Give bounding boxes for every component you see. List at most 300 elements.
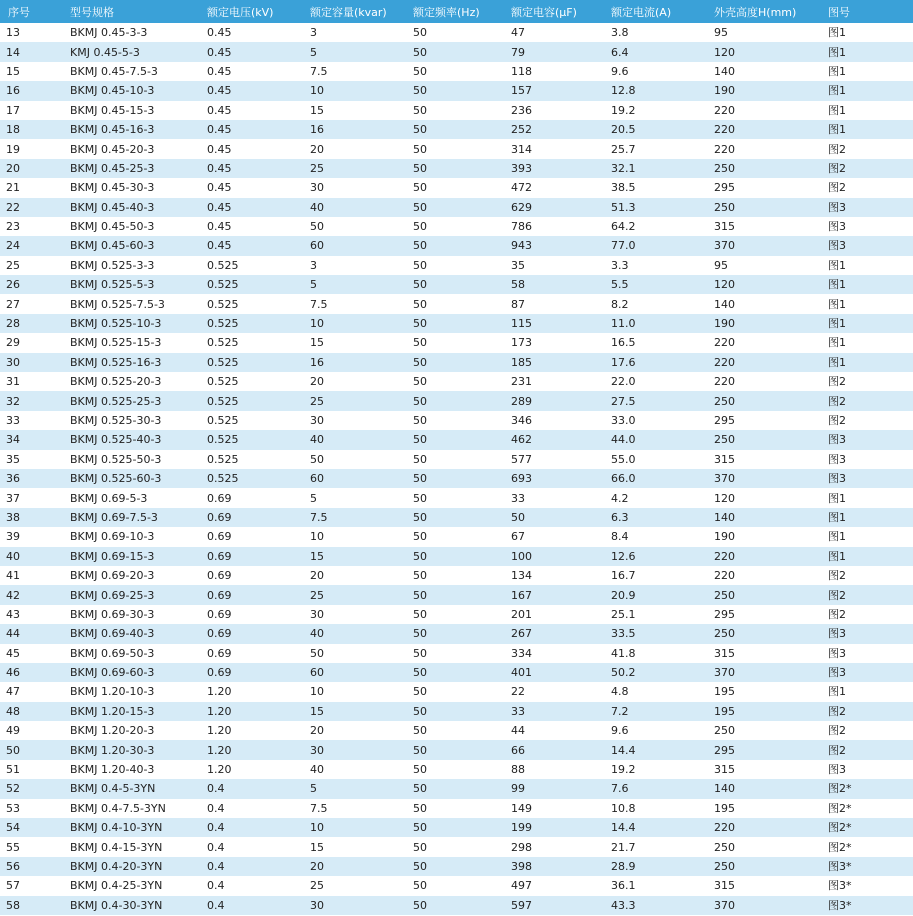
cell-current: 10.8	[603, 799, 706, 818]
cell-index: 44	[0, 624, 62, 643]
cell-model: BKMJ 0.69-7.5-3	[62, 508, 199, 527]
cell-model: BKMJ 0.4-7.5-3YN	[62, 799, 199, 818]
cell-index: 49	[0, 721, 62, 740]
cell-voltage: 0.525	[199, 411, 302, 430]
cell-capacity: 5	[302, 275, 405, 294]
cell-height: 190	[706, 81, 820, 100]
cell-capacity: 40	[302, 198, 405, 217]
table-row	[0, 508, 913, 527]
table-row	[0, 799, 913, 818]
cell-index: 21	[0, 178, 62, 197]
cell-frequency: 50	[405, 566, 503, 585]
header-current: 额定电流(A)	[603, 0, 706, 23]
cell-voltage: 0.45	[199, 120, 302, 139]
cell-figure: 图2	[820, 178, 913, 197]
cell-height: 315	[706, 217, 820, 236]
cell-capacitance: 173	[503, 333, 603, 352]
header-height: 外壳高度H(mm)	[706, 0, 820, 23]
cell-voltage: 0.525	[199, 469, 302, 488]
cell-model: BKMJ 0.45-15-3	[62, 101, 199, 120]
cell-model: BKMJ 0.4-10-3YN	[62, 818, 199, 837]
cell-model: BKMJ 0.45-50-3	[62, 217, 199, 236]
cell-frequency: 50	[405, 585, 503, 604]
table-row	[0, 275, 913, 294]
cell-height: 370	[706, 236, 820, 255]
table-row	[0, 42, 913, 61]
table-row	[0, 740, 913, 759]
cell-voltage: 0.4	[199, 818, 302, 837]
cell-voltage: 0.45	[199, 101, 302, 120]
cell-current: 21.7	[603, 837, 706, 856]
cell-model: BKMJ 0.45-25-3	[62, 159, 199, 178]
cell-index: 30	[0, 353, 62, 372]
cell-voltage: 0.525	[199, 294, 302, 313]
cell-voltage: 0.45	[199, 159, 302, 178]
cell-frequency: 50	[405, 236, 503, 255]
cell-capacity: 20	[302, 372, 405, 391]
cell-frequency: 50	[405, 62, 503, 81]
cell-figure: 图1	[820, 23, 913, 42]
cell-voltage: 0.45	[199, 217, 302, 236]
cell-figure: 图2	[820, 566, 913, 585]
cell-model: BKMJ 0.4-30-3YN	[62, 896, 199, 915]
table-row	[0, 547, 913, 566]
header-model: 型号规格	[62, 0, 199, 23]
cell-figure: 图1	[820, 256, 913, 275]
cell-current: 4.2	[603, 488, 706, 507]
cell-capacitance: 67	[503, 527, 603, 546]
cell-figure: 图2	[820, 702, 913, 721]
cell-capacity: 50	[302, 644, 405, 663]
table-row	[0, 178, 913, 197]
cell-capacitance: 346	[503, 411, 603, 430]
cell-capacity: 50	[302, 217, 405, 236]
cell-capacitance: 298	[503, 837, 603, 856]
cell-current: 66.0	[603, 469, 706, 488]
cell-capacity: 30	[302, 740, 405, 759]
cell-frequency: 50	[405, 275, 503, 294]
cell-figure: 图1	[820, 120, 913, 139]
cell-current: 3.8	[603, 23, 706, 42]
cell-index: 35	[0, 450, 62, 469]
cell-capacitance: 100	[503, 547, 603, 566]
cell-voltage: 0.45	[199, 139, 302, 158]
cell-current: 44.0	[603, 430, 706, 449]
cell-index: 54	[0, 818, 62, 837]
cell-model: BKMJ 0.525-5-3	[62, 275, 199, 294]
cell-capacity: 15	[302, 702, 405, 721]
cell-model: BKMJ 0.525-10-3	[62, 314, 199, 333]
cell-capacitance: 497	[503, 876, 603, 895]
header-index: 序号	[0, 0, 62, 23]
cell-current: 12.6	[603, 547, 706, 566]
cell-current: 14.4	[603, 740, 706, 759]
cell-capacity: 30	[302, 411, 405, 430]
cell-capacity: 20	[302, 566, 405, 585]
cell-voltage: 0.69	[199, 527, 302, 546]
cell-capacitance: 289	[503, 391, 603, 410]
table-row	[0, 101, 913, 120]
cell-current: 6.4	[603, 42, 706, 61]
cell-height: 250	[706, 721, 820, 740]
cell-frequency: 50	[405, 779, 503, 798]
table-row	[0, 256, 913, 275]
cell-model: BKMJ 0.525-40-3	[62, 430, 199, 449]
cell-voltage: 0.69	[199, 663, 302, 682]
cell-frequency: 50	[405, 663, 503, 682]
cell-height: 120	[706, 488, 820, 507]
cell-current: 12.8	[603, 81, 706, 100]
cell-height: 140	[706, 508, 820, 527]
cell-model: BKMJ 0.45-16-3	[62, 120, 199, 139]
cell-height: 250	[706, 837, 820, 856]
cell-capacity: 30	[302, 896, 405, 915]
cell-height: 220	[706, 818, 820, 837]
cell-voltage: 0.45	[199, 178, 302, 197]
cell-frequency: 50	[405, 353, 503, 372]
cell-height: 295	[706, 605, 820, 624]
cell-capacity: 40	[302, 760, 405, 779]
cell-height: 295	[706, 411, 820, 430]
cell-frequency: 50	[405, 120, 503, 139]
cell-height: 95	[706, 23, 820, 42]
cell-height: 250	[706, 585, 820, 604]
cell-capacitance: 33	[503, 702, 603, 721]
cell-frequency: 50	[405, 702, 503, 721]
cell-index: 32	[0, 391, 62, 410]
cell-index: 27	[0, 294, 62, 313]
cell-index: 20	[0, 159, 62, 178]
cell-current: 33.0	[603, 411, 706, 430]
table-row	[0, 62, 913, 81]
cell-figure: 图2	[820, 159, 913, 178]
cell-capacitance: 693	[503, 469, 603, 488]
cell-current: 51.3	[603, 198, 706, 217]
cell-capacitance: 267	[503, 624, 603, 643]
cell-capacitance: 167	[503, 585, 603, 604]
cell-figure: 图2*	[820, 818, 913, 837]
cell-height: 250	[706, 624, 820, 643]
cell-capacity: 10	[302, 527, 405, 546]
cell-index: 50	[0, 740, 62, 759]
cell-frequency: 50	[405, 644, 503, 663]
cell-voltage: 0.525	[199, 372, 302, 391]
cell-figure: 图2	[820, 391, 913, 410]
cell-figure: 图2	[820, 585, 913, 604]
cell-index: 26	[0, 275, 62, 294]
cell-capacitance: 118	[503, 62, 603, 81]
cell-index: 13	[0, 23, 62, 42]
cell-figure: 图2*	[820, 799, 913, 818]
cell-height: 190	[706, 527, 820, 546]
cell-model: BKMJ 0.69-50-3	[62, 644, 199, 663]
table-row	[0, 159, 913, 178]
cell-capacity: 10	[302, 81, 405, 100]
cell-capacity: 25	[302, 391, 405, 410]
cell-capacitance: 99	[503, 779, 603, 798]
cell-frequency: 50	[405, 217, 503, 236]
cell-figure: 图1	[820, 682, 913, 701]
table-row	[0, 896, 913, 915]
cell-current: 16.5	[603, 333, 706, 352]
cell-frequency: 50	[405, 81, 503, 100]
cell-voltage: 1.20	[199, 740, 302, 759]
cell-figure: 图2*	[820, 779, 913, 798]
cell-index: 17	[0, 101, 62, 120]
cell-index: 34	[0, 430, 62, 449]
cell-current: 64.2	[603, 217, 706, 236]
table-row	[0, 314, 913, 333]
cell-index: 25	[0, 256, 62, 275]
cell-capacity: 40	[302, 624, 405, 643]
cell-capacity: 16	[302, 120, 405, 139]
header-capacity: 额定容量(kvar)	[302, 0, 405, 23]
table-row	[0, 721, 913, 740]
cell-current: 33.5	[603, 624, 706, 643]
cell-height: 220	[706, 372, 820, 391]
cell-model: BKMJ 1.20-15-3	[62, 702, 199, 721]
cell-capacitance: 47	[503, 23, 603, 42]
cell-height: 295	[706, 740, 820, 759]
cell-voltage: 0.69	[199, 566, 302, 585]
cell-height: 195	[706, 799, 820, 818]
cell-capacity: 15	[302, 837, 405, 856]
table-row	[0, 236, 913, 255]
cell-figure: 图1	[820, 101, 913, 120]
cell-capacity: 20	[302, 139, 405, 158]
cell-voltage: 0.4	[199, 837, 302, 856]
cell-frequency: 50	[405, 547, 503, 566]
cell-frequency: 50	[405, 198, 503, 217]
table-body	[0, 23, 913, 915]
cell-model: BKMJ 1.20-30-3	[62, 740, 199, 759]
cell-voltage: 0.69	[199, 508, 302, 527]
cell-index: 40	[0, 547, 62, 566]
cell-index: 55	[0, 837, 62, 856]
cell-voltage: 0.525	[199, 275, 302, 294]
cell-frequency: 50	[405, 450, 503, 469]
cell-current: 36.1	[603, 876, 706, 895]
table-row	[0, 411, 913, 430]
cell-capacity: 15	[302, 101, 405, 120]
table-row	[0, 372, 913, 391]
cell-model: BKMJ 0.4-15-3YN	[62, 837, 199, 856]
cell-model: BKMJ 0.525-20-3	[62, 372, 199, 391]
cell-model: BKMJ 0.69-40-3	[62, 624, 199, 643]
cell-height: 370	[706, 663, 820, 682]
cell-model: BKMJ 0.45-40-3	[62, 198, 199, 217]
cell-current: 4.8	[603, 682, 706, 701]
cell-figure: 图2	[820, 740, 913, 759]
cell-capacitance: 314	[503, 139, 603, 158]
cell-capacitance: 66	[503, 740, 603, 759]
cell-capacitance: 185	[503, 353, 603, 372]
cell-index: 14	[0, 42, 62, 61]
cell-model: BKMJ 0.45-3-3	[62, 23, 199, 42]
cell-frequency: 50	[405, 740, 503, 759]
cell-current: 8.2	[603, 294, 706, 313]
cell-height: 220	[706, 120, 820, 139]
cell-model: BKMJ 1.20-20-3	[62, 721, 199, 740]
cell-capacity: 15	[302, 547, 405, 566]
cell-capacity: 10	[302, 682, 405, 701]
cell-capacitance: 231	[503, 372, 603, 391]
table-row	[0, 818, 913, 837]
cell-index: 37	[0, 488, 62, 507]
cell-height: 315	[706, 760, 820, 779]
cell-capacitance: 629	[503, 198, 603, 217]
cell-figure: 图3	[820, 217, 913, 236]
cell-capacitance: 157	[503, 81, 603, 100]
header-figure: 图号	[820, 0, 913, 23]
cell-voltage: 0.4	[199, 876, 302, 895]
cell-index: 38	[0, 508, 62, 527]
cell-voltage: 0.45	[199, 62, 302, 81]
cell-model: BKMJ 0.45-30-3	[62, 178, 199, 197]
table-row	[0, 779, 913, 798]
cell-height: 190	[706, 314, 820, 333]
cell-height: 220	[706, 333, 820, 352]
cell-capacitance: 462	[503, 430, 603, 449]
cell-index: 48	[0, 702, 62, 721]
cell-model: BKMJ 1.20-10-3	[62, 682, 199, 701]
cell-figure: 图2	[820, 139, 913, 158]
cell-figure: 图3	[820, 663, 913, 682]
cell-frequency: 50	[405, 799, 503, 818]
cell-frequency: 50	[405, 624, 503, 643]
cell-capacity: 5	[302, 779, 405, 798]
cell-frequency: 50	[405, 101, 503, 120]
cell-capacitance: 199	[503, 818, 603, 837]
table-row	[0, 837, 913, 856]
cell-frequency: 50	[405, 139, 503, 158]
cell-index: 28	[0, 314, 62, 333]
cell-index: 47	[0, 682, 62, 701]
cell-voltage: 0.525	[199, 391, 302, 410]
cell-model: BKMJ 0.45-10-3	[62, 81, 199, 100]
cell-model: BKMJ 0.45-7.5-3	[62, 62, 199, 81]
cell-current: 25.1	[603, 605, 706, 624]
table-row	[0, 430, 913, 449]
cell-index: 46	[0, 663, 62, 682]
table-row	[0, 469, 913, 488]
cell-frequency: 50	[405, 391, 503, 410]
cell-capacity: 30	[302, 178, 405, 197]
cell-capacity: 5	[302, 42, 405, 61]
cell-current: 32.1	[603, 159, 706, 178]
cell-index: 42	[0, 585, 62, 604]
cell-capacity: 10	[302, 818, 405, 837]
cell-height: 315	[706, 876, 820, 895]
cell-figure: 图3	[820, 624, 913, 643]
cell-model: BKMJ 0.69-5-3	[62, 488, 199, 507]
cell-voltage: 0.525	[199, 353, 302, 372]
cell-height: 370	[706, 469, 820, 488]
cell-model: BKMJ 0.525-15-3	[62, 333, 199, 352]
cell-current: 20.9	[603, 585, 706, 604]
cell-current: 27.5	[603, 391, 706, 410]
cell-frequency: 50	[405, 333, 503, 352]
cell-index: 45	[0, 644, 62, 663]
cell-voltage: 1.20	[199, 760, 302, 779]
table-row	[0, 294, 913, 313]
cell-index: 18	[0, 120, 62, 139]
cell-capacitance: 88	[503, 760, 603, 779]
cell-capacity: 5	[302, 488, 405, 507]
cell-capacity: 20	[302, 857, 405, 876]
cell-current: 22.0	[603, 372, 706, 391]
table-row	[0, 450, 913, 469]
cell-frequency: 50	[405, 818, 503, 837]
cell-height: 140	[706, 779, 820, 798]
cell-current: 19.2	[603, 760, 706, 779]
cell-figure: 图1	[820, 294, 913, 313]
cell-voltage: 0.69	[199, 585, 302, 604]
cell-model: BKMJ 0.45-20-3	[62, 139, 199, 158]
cell-frequency: 50	[405, 23, 503, 42]
cell-voltage: 0.45	[199, 236, 302, 255]
cell-figure: 图3	[820, 644, 913, 663]
cell-capacity: 25	[302, 876, 405, 895]
cell-height: 250	[706, 430, 820, 449]
cell-voltage: 0.4	[199, 779, 302, 798]
cell-height: 250	[706, 391, 820, 410]
cell-figure: 图2	[820, 411, 913, 430]
cell-height: 195	[706, 702, 820, 721]
cell-voltage: 0.45	[199, 198, 302, 217]
cell-capacity: 7.5	[302, 799, 405, 818]
cell-capacitance: 786	[503, 217, 603, 236]
table-row	[0, 23, 913, 42]
cell-voltage: 0.69	[199, 644, 302, 663]
cell-capacitance: 79	[503, 42, 603, 61]
table-row	[0, 353, 913, 372]
cell-capacitance: 236	[503, 101, 603, 120]
cell-index: 16	[0, 81, 62, 100]
cell-frequency: 50	[405, 430, 503, 449]
cell-model: BKMJ 0.525-30-3	[62, 411, 199, 430]
cell-frequency: 50	[405, 488, 503, 507]
cell-voltage: 0.69	[199, 624, 302, 643]
table-row	[0, 81, 913, 100]
cell-index: 56	[0, 857, 62, 876]
cell-capacity: 3	[302, 256, 405, 275]
cell-frequency: 50	[405, 508, 503, 527]
cell-voltage: 0.4	[199, 857, 302, 876]
cell-frequency: 50	[405, 178, 503, 197]
cell-capacity: 10	[302, 314, 405, 333]
cell-index: 24	[0, 236, 62, 255]
cell-voltage: 0.525	[199, 314, 302, 333]
cell-voltage: 0.69	[199, 547, 302, 566]
cell-voltage: 1.20	[199, 721, 302, 740]
cell-model: BKMJ 0.4-20-3YN	[62, 857, 199, 876]
cell-capacitance: 50	[503, 508, 603, 527]
cell-capacity: 7.5	[302, 294, 405, 313]
cell-figure: 图1	[820, 314, 913, 333]
cell-current: 77.0	[603, 236, 706, 255]
cell-current: 38.5	[603, 178, 706, 197]
cell-model: BKMJ 0.69-15-3	[62, 547, 199, 566]
cell-capacity: 60	[302, 236, 405, 255]
cell-index: 36	[0, 469, 62, 488]
cell-capacitance: 22	[503, 682, 603, 701]
cell-voltage: 1.20	[199, 702, 302, 721]
cell-voltage: 0.525	[199, 450, 302, 469]
cell-capacitance: 577	[503, 450, 603, 469]
cell-index: 41	[0, 566, 62, 585]
cell-current: 9.6	[603, 62, 706, 81]
